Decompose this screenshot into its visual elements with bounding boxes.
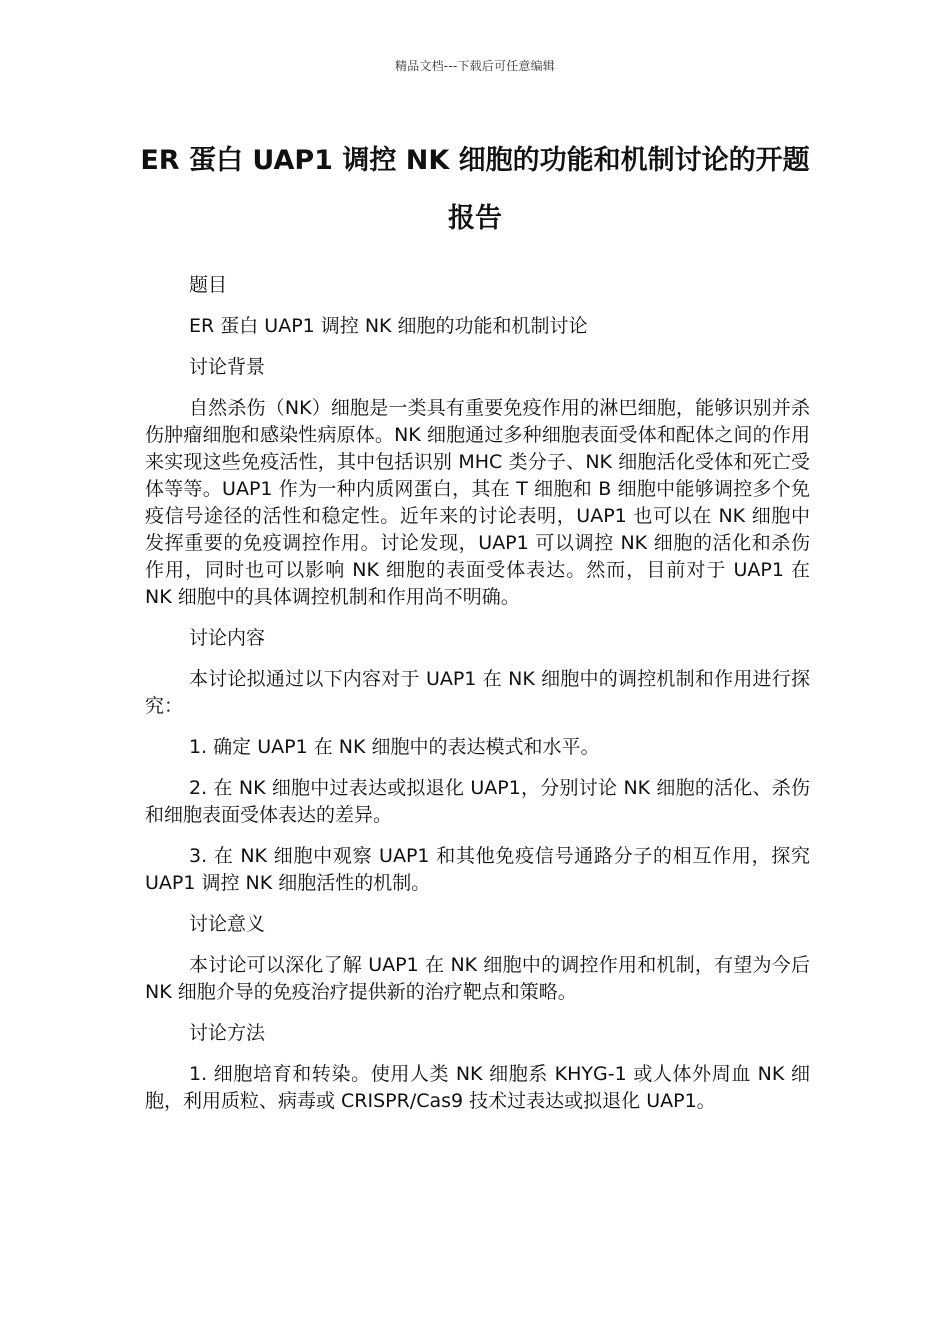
paragraph-content-intro: 本讨论拟通过以下内容对于 UAP1 在 NK 细胞中的调控机制和作用进行探究：	[145, 668, 810, 717]
paragraph-background: 自然杀伤（NK）细胞是一类具有重要免疫作用的淋巴细胞，能够识别并杀伤肿瘤细胞和感染性病原体。NK 细胞通过多种细胞表面受体和配体之间的作用来实现这些免疫活性，其中包括识别 MHC 类分子、NK 细胞活化受体和死亡受体等等。UAP1 作为一种内质网蛋白，其在 T 细胞和 B 细胞中能够调控多个免疫信号途径的活性和稳定性。近年来的讨论表明，UAP1 也可以在 NK 细胞中发挥重要的免疫调控作用。讨论发现，UAP1 可以调控 NK 细胞的活化和杀伤作用，同时也可以影响 NK 细胞的表面受体表达。然而，目前对于 UAP1 在 NK 细胞中的具体调控机制和作用尚不明确。	[145, 397, 810, 608]
paragraph-significance: 本讨论可以深化了解 UAP1 在 NK 细胞中的调控作用和机制，有望为今后 NK 细胞介导的免疫治疗提供新的治疗靶点和策略。	[145, 954, 810, 1003]
paragraph-content-item-3: 3. 在 NK 细胞中观察 UAP1 和其他免疫信号通路分子的相互作用，探究 UAP1 调控 NK 细胞活性的机制。	[145, 845, 810, 894]
document-title: ER 蛋白 UAP1 调控 NK 细胞的功能和机制讨论的开题报告	[140, 145, 810, 234]
section-heading-background: 讨论背景	[189, 356, 266, 378]
paragraph-content-item-2: 2. 在 NK 细胞中过表达或拟退化 UAP1，分别讨论 NK 细胞的活化、杀伤和细胞表面受体表达的差异。	[145, 777, 810, 826]
paragraph-content-item-1: 1. 确定 UAP1 在 NK 细胞中的表达模式和水平。	[189, 736, 600, 758]
section-heading-significance: 讨论意义	[189, 913, 266, 935]
section-heading-topic: 题目	[189, 274, 228, 296]
paragraph-methods-item-1: 1. 细胞培育和转染。使用人类 NK 细胞系 KHYG-1 或人体外周血 NK 细胞，利用质粒、病毒或 CRISPR/Cas9 技术过表达或拟退化 UAP1。	[145, 1063, 810, 1112]
section-heading-content: 讨论内容	[189, 627, 266, 649]
paragraph-topic: ER 蛋白 UAP1 调控 NK 细胞的功能和机制讨论	[189, 315, 588, 337]
header-note: 精品文档---下载后可任意编辑	[395, 59, 555, 73]
document-body	[145, 272, 810, 1129]
section-heading-methods: 讨论方法	[189, 1022, 266, 1044]
